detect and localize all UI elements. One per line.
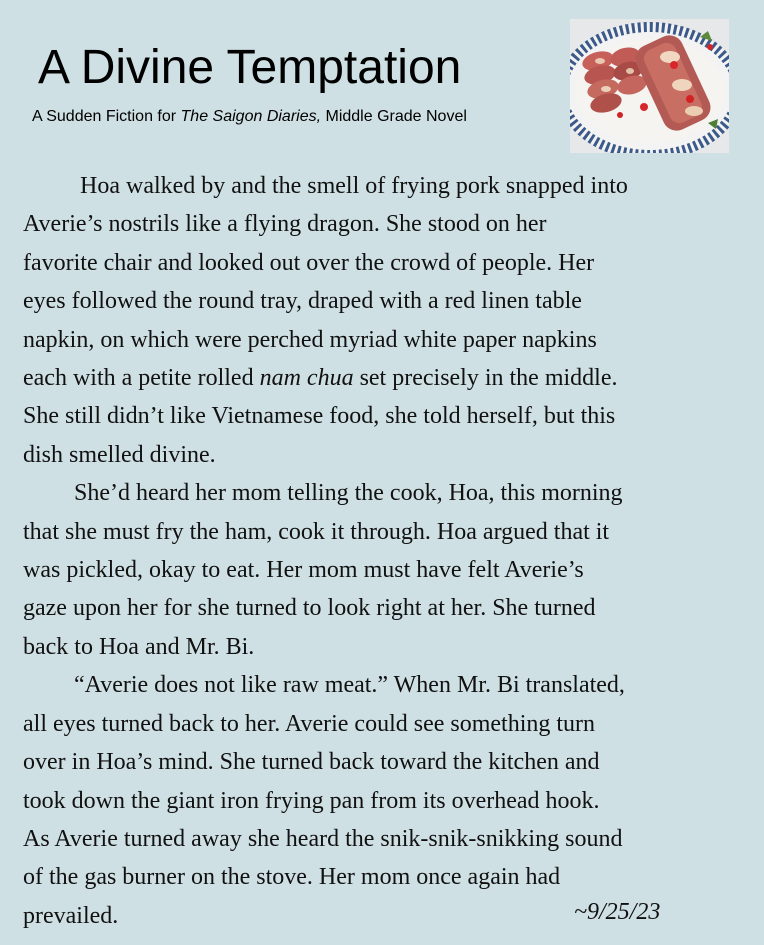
text-line: Hoa walked by and the smell of frying pork snapped into (80, 173, 628, 199)
text-line: As Averie turned away she heard the snik-snik-snikking sound (23, 825, 623, 852)
text-line: over in Hoa’s mind. She turned back toward the kitchen and (23, 749, 600, 776)
story-paragraph-2 (23, 474, 743, 666)
story-paragraph-1 (23, 167, 743, 474)
text-line: gaze upon her for she turned to look right at her. She turned (23, 595, 596, 622)
text-line: She still didn’t like Vietnamese food, she told herself, but this (23, 403, 616, 430)
text-line: She’d heard her mom telling the cook, Hoa, this morning (74, 480, 623, 507)
text-segment: each with a petite rolled (23, 365, 260, 392)
subtitle-suffix: Middle Grade Novel (321, 108, 467, 125)
text-line: prevailed. (23, 902, 119, 929)
text-line: of the gas burner on the stove. Her mom once again had (23, 864, 561, 891)
text-line: that she must fry the ham, cook it through. Hoa argued that it (23, 518, 610, 545)
text-line: took down the giant iron frying pan from its overhead hook. (23, 787, 600, 814)
subtitle-prefix: A Sudden Fiction for (32, 108, 181, 125)
subtitle-book-title: The Saigon Diaries, (180, 108, 322, 125)
story-paragraph-3 (23, 666, 743, 935)
text-line: all eyes turned back to her. Averie could see something turn (23, 710, 596, 737)
emphasized-dish-name: nam chua (259, 365, 354, 392)
text-line: dish smelled divine. (23, 441, 216, 468)
story-date: ~9/25/23 (574, 899, 661, 925)
page-title: A Divine Temptation (38, 41, 462, 94)
text-line: eyes followed the round tray, draped with a red linen table (23, 288, 582, 315)
text-line: Averie’s nostrils like a flying dragon. She stood on her (23, 211, 547, 238)
text-line: napkin, on which were perched myriad white paper napkins (23, 326, 597, 353)
text-line: was pickled, okay to eat. Her mom must have felt Averie’s (23, 557, 584, 584)
story-text (23, 167, 743, 935)
text-line: back to Hoa and Mr. Bi. (23, 633, 255, 660)
text-line: favorite chair and looked out over the crowd of people. Her (23, 249, 595, 276)
text-segment: set precisely in the middle. (353, 365, 618, 392)
page-subtitle (32, 107, 467, 127)
food-plate-photo (570, 19, 729, 153)
text-line (23, 359, 743, 397)
nam-chua-plate-image (570, 19, 729, 153)
text-line: “Averie does not like raw meat.” When Mr. Bi translated, (74, 672, 625, 699)
